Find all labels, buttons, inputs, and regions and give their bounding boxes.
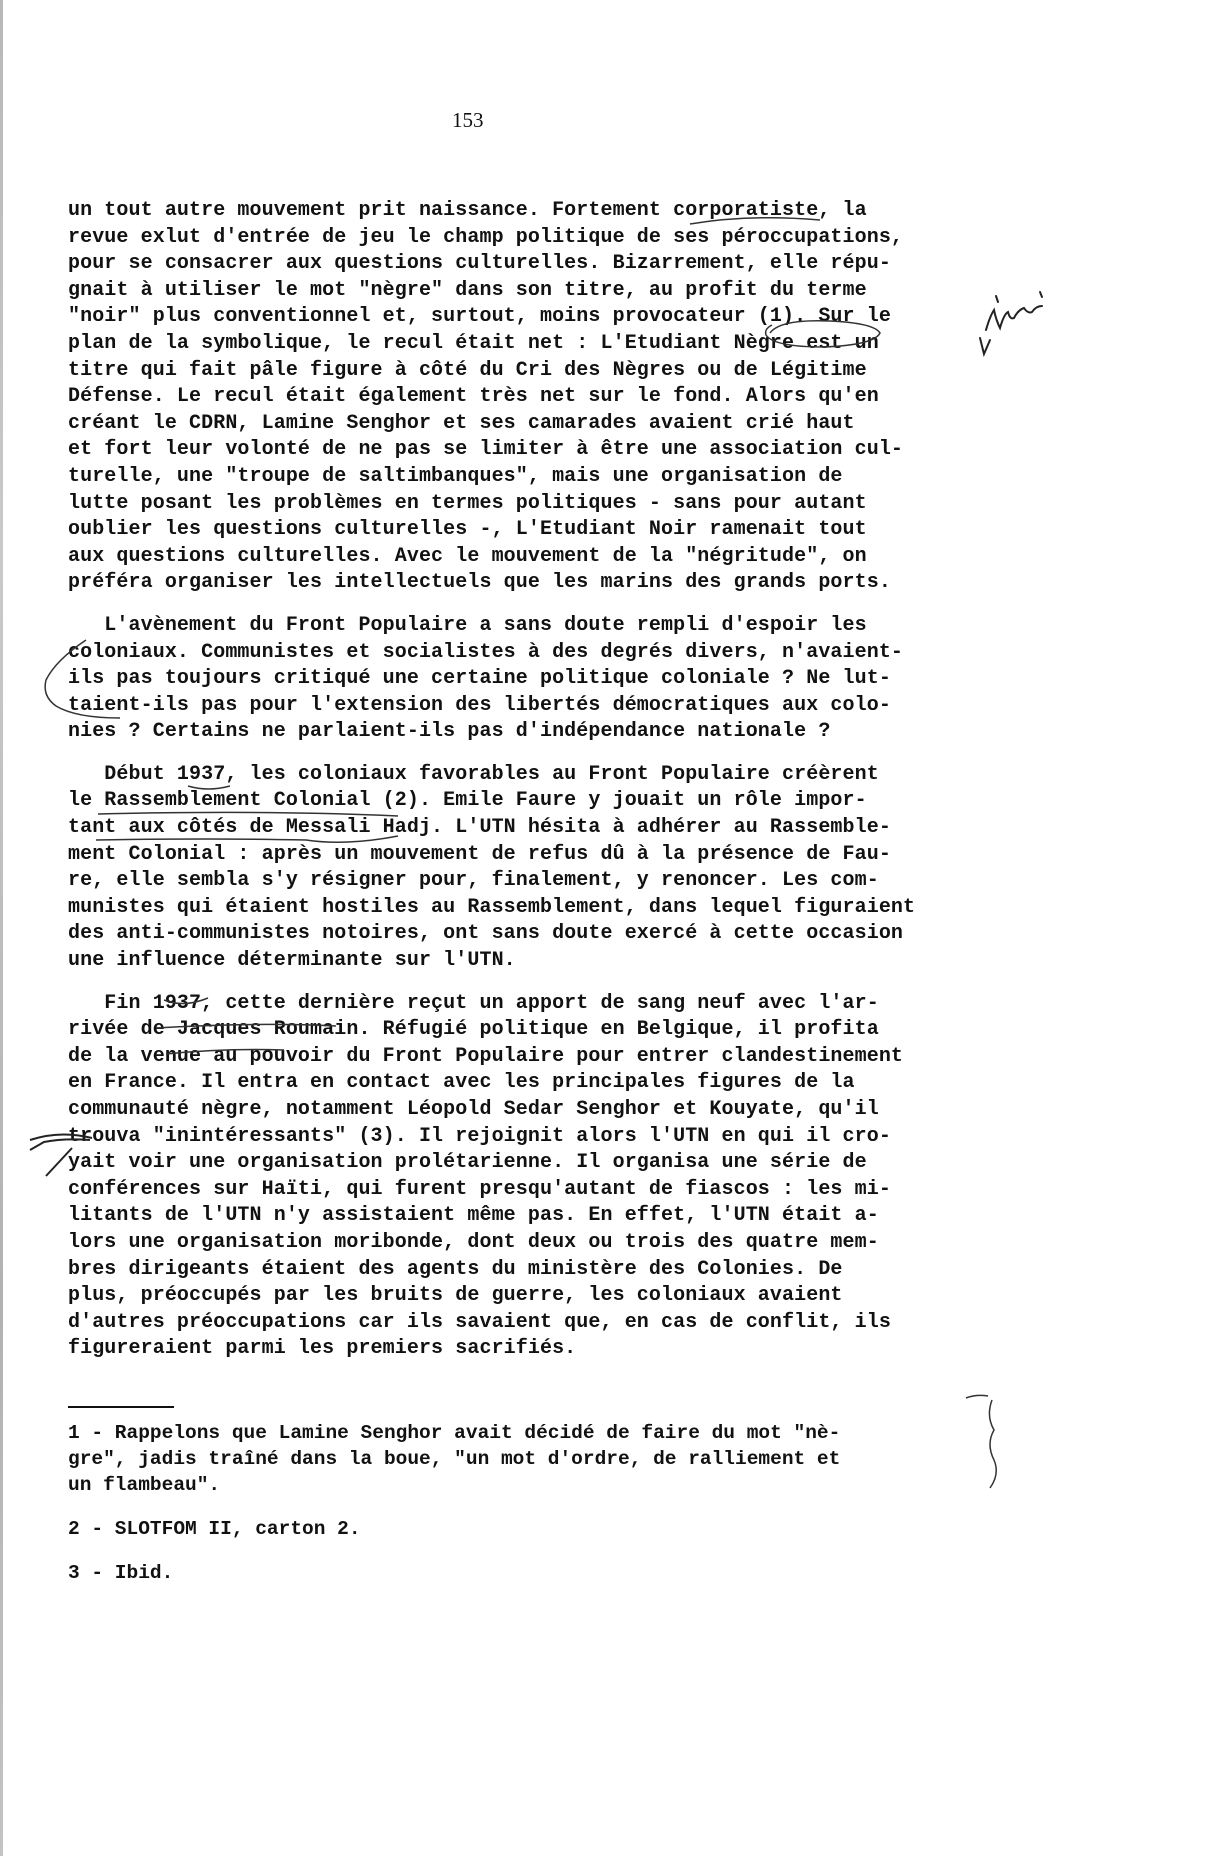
- text-line: un tout autre mouvement prit naissance. Fortement corporatiste, la: [68, 199, 867, 222]
- text-line: "noir" plus conventionnel et, surtout, moins provocateur (1). Sur le: [68, 305, 891, 329]
- text-line: munistes qui étaient hostiles au Rassemblement, dans lequel figuraient: [68, 895, 916, 919]
- paragraph-4: [68, 991, 1068, 1363]
- text-line: en France. Il entra en contact avec les principales figures de la: [68, 1071, 855, 1095]
- text-line: gre", jadis traîné dans la boue, "un mot d'ordre, de ralliement et: [68, 1448, 841, 1470]
- text-line: turelle, une "troupe de saltimbanques", mais une organisation de: [68, 464, 843, 488]
- text-line: 2 - SLOTFOM II, carton 2.: [68, 1518, 361, 1540]
- text-line: 3 - Ibid.: [68, 1562, 174, 1584]
- footnotes: [68, 1420, 958, 1604]
- paragraph-3: [68, 762, 1068, 975]
- text-line: trouva "inintéressants" (3). Il rejoignit alors l'UTN en qui il cro-: [68, 1124, 891, 1148]
- text-line: L'avènement du Front Populaire a sans doute rempli d'espoir les: [68, 613, 867, 637]
- text-line: yait voir une organisation prolétarienne. Il organisa une série de: [68, 1151, 867, 1175]
- page-number: 153: [452, 108, 484, 132]
- text-line: pour se consacrer aux questions culturelles. Bizarrement, elle répu-: [68, 252, 891, 276]
- text-line: Fin 1937, cette dernière reçut un apport de sang neuf avec l'ar-: [68, 991, 879, 1015]
- body-text: [68, 198, 1068, 1379]
- text-line: tant aux côtés de Messali Hadj. L'UTN hésita à adhérer au Rassemble-: [68, 816, 891, 840]
- text-line: ils pas toujours critiqué une certaine politique coloniale ? Ne lut-: [68, 667, 891, 691]
- text-line: d'autres préoccupations car ils savaient que, en cas de conflit, ils: [68, 1310, 891, 1334]
- text-line: titre qui fait pâle figure à côté du Cri des Nègres ou de Légitime: [68, 358, 867, 382]
- text-line: nies ? Certains ne parlaient-ils pas d'indépendance nationale ?: [68, 720, 831, 744]
- text-line: Défense. Le recul était également très net sur le fond. Alors qu'en: [68, 385, 879, 409]
- text-line: bres dirigeants étaient des agents du ministère des Colonies. De: [68, 1257, 843, 1281]
- text-line: taient-ils pas pour l'extension des libertés démocratiques aux colo-: [68, 693, 891, 717]
- text-line: litants de l'UTN n'y assistaient même pas. En effet, l'UTN était a-: [68, 1204, 879, 1228]
- text-line: 1 - Rappelons que Lamine Senghor avait décidé de faire du mot "nè-: [68, 1422, 841, 1444]
- text-line: des anti-communistes notoires, ont sans doute exercé à cette occasion: [68, 922, 904, 946]
- text-line: coloniaux. Communistes et socialistes à des degrés divers, n'avaient-: [68, 640, 904, 664]
- text-line: lors une organisation moribonde, dont deux ou trois des quatre mem-: [68, 1230, 879, 1254]
- text-line: créant le CDRN, Lamine Senghor et ses camarades avaient crié haut: [68, 411, 855, 435]
- text-line: aux questions culturelles. Avec le mouvement de la "négritude", on: [68, 544, 867, 568]
- text-line: oublier les questions culturelles -, L'Etudiant Noir ramenait tout: [68, 518, 867, 542]
- text-line: plan de la symbolique, le recul était net : L'Etudiant Nègre est un: [68, 331, 879, 355]
- text-line: communauté nègre, notamment Léopold Sedar Senghor et Kouyate, qu'il: [68, 1098, 879, 1121]
- footnote-separator: [68, 1406, 174, 1408]
- text-line: ment Colonial : après un mouvement de refus dû à la présence de Fau-: [68, 842, 891, 866]
- text-line: re, elle sembla s'y résigner pour, finalement, y renoncer. Les com-: [68, 869, 879, 893]
- text-line: et fort leur volonté de ne pas se limiter à être une association cul-: [68, 438, 904, 462]
- paragraph-2: [68, 613, 1068, 746]
- text-line: figureraient parmi les premiers sacrifiés.: [68, 1337, 577, 1361]
- text-line: le Rassemblement Colonial (2). Emile Faure y jouait un rôle impor-: [68, 789, 867, 813]
- text-line: gnait à utiliser le mot "nègre" dans son titre, au profit du terme: [68, 278, 867, 302]
- footnote-1: [68, 1420, 958, 1498]
- text-line: revue exlut d'entrée de jeu le champ politique de ses péroccupations,: [68, 225, 904, 249]
- scan-edge: [0, 0, 3, 1856]
- text-line: rivée de Jacques Roumain. Réfugié politique en Belgique, il profita: [68, 1018, 879, 1042]
- text-line: lutte posant les problèmes en termes politiques - sans pour autant: [68, 491, 867, 515]
- paragraph-1: [68, 198, 1068, 597]
- text-line: plus, préoccupés par les bruits de guerre, les coloniaux avaient: [68, 1284, 843, 1308]
- footnote-margin-mark: [966, 1395, 996, 1488]
- text-line: un flambeau".: [68, 1474, 221, 1496]
- footnote-2: [68, 1516, 958, 1542]
- text-line: préféra organiser les intellectuels que les marins des grands ports.: [68, 571, 891, 595]
- text-line: une influence déterminante sur l'UTN.: [68, 949, 516, 973]
- text-line: de la venue au pouvoir du Front Populaire pour entrer clandestinement: [68, 1044, 904, 1068]
- text-line: Début 1937, les coloniaux favorables au Front Populaire créèrent: [68, 762, 879, 786]
- text-line: conférences sur Haïti, qui furent presqu'autant de fiascos : les mi-: [68, 1177, 891, 1201]
- footnote-3: [68, 1560, 958, 1586]
